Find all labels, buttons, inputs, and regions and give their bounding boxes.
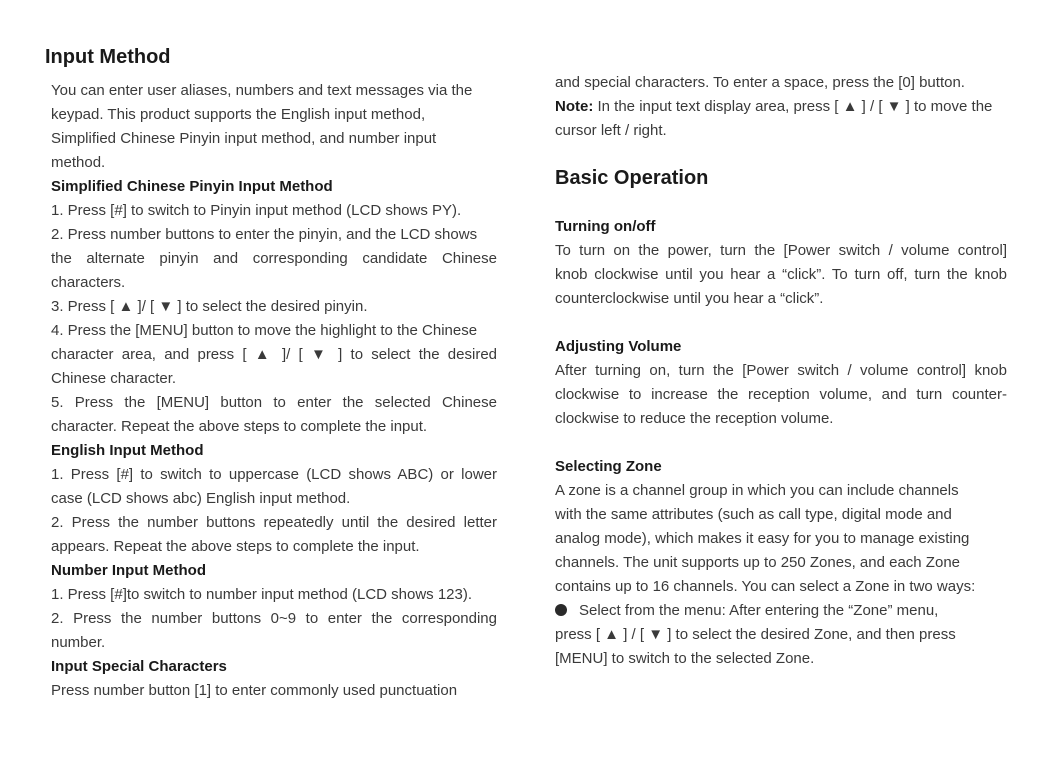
turning-line: counterclockwise until you hear a “click”. bbox=[555, 290, 824, 307]
number-line: number. bbox=[51, 634, 106, 651]
intro-line: Simplified Chinese Pinyin input method, and number input bbox=[51, 130, 437, 147]
volume-line: clockwise to increase the reception volume, and turn counter- bbox=[555, 386, 1007, 403]
special-line: Press number button [1] to enter commonly used punctuation bbox=[51, 682, 458, 699]
zone-line: press [ ▲ ] / [ ▼ ] to select the desired Zone, and then press bbox=[555, 626, 956, 643]
turning-line: To turn on the power, turn the [Power switch / volume control] bbox=[555, 242, 1007, 259]
section-title-input-method: Input Method bbox=[45, 46, 171, 68]
pinyin-line: the alternate pinyin and corresponding candidate Chinese bbox=[51, 250, 497, 267]
pinyin-line: characters. bbox=[51, 274, 126, 291]
note-line bbox=[555, 95, 992, 119]
number-line: 2. Press the number buttons 0~9 to enter the corresponding bbox=[51, 610, 497, 627]
zone-bullet-item bbox=[555, 599, 938, 623]
special-heading: Input Special Characters bbox=[51, 658, 227, 675]
continued-line: and special characters. To enter a space, press the [0] button. bbox=[555, 74, 965, 91]
intro-line: method. bbox=[51, 154, 106, 171]
pinyin-heading: Simplified Chinese Pinyin Input Method bbox=[51, 178, 333, 195]
pinyin-line: 5. Press the [MENU] button to enter the selected Chinese bbox=[51, 394, 497, 411]
turning-heading: Turning on/off bbox=[555, 218, 656, 235]
zone-bullet-text: Select from the menu: After entering the “Zone” menu, bbox=[579, 602, 939, 619]
english-heading: English Input Method bbox=[51, 442, 204, 459]
volume-line: After turning on, turn the [Power switch / volume control] knob bbox=[555, 362, 1007, 379]
english-line: 1. Press [#] to switch to uppercase (LCD shows ABC) or lower bbox=[51, 466, 497, 483]
volume-heading: Adjusting Volume bbox=[555, 338, 682, 355]
intro-line: keypad. This product supports the English input method, bbox=[51, 106, 426, 123]
pinyin-line: 1. Press [#] to switch to Pinyin input method (LCD shows PY). bbox=[51, 202, 462, 219]
zone-line: contains up to 16 channels. You can select a Zone in two ways: bbox=[555, 578, 976, 595]
section-title-basic-operation: Basic Operation bbox=[555, 167, 709, 189]
english-line: appears. Repeat the above steps to complete the input. bbox=[51, 538, 420, 555]
pinyin-line: 3. Press [ ▲ ]/ [ ▼ ] to select the desired pinyin. bbox=[51, 298, 368, 315]
zone-line: channels. The unit supports up to 250 Zones, and each Zone bbox=[555, 554, 960, 571]
english-line: 2. Press the number buttons repeatedly until the desired letter bbox=[51, 514, 497, 531]
pinyin-line: Chinese character. bbox=[51, 370, 177, 387]
zone-line: analog mode), which makes it easy for you to manage existing bbox=[555, 530, 970, 547]
note-line: cursor left / right. bbox=[555, 122, 667, 139]
volume-line: clockwise to reduce the reception volume. bbox=[555, 410, 834, 427]
zone-line: with the same attributes (such as call type, digital mode and bbox=[555, 506, 952, 523]
zone-heading: Selecting Zone bbox=[555, 458, 662, 475]
bullet-dot-icon bbox=[555, 604, 567, 616]
number-heading: Number Input Method bbox=[51, 562, 206, 579]
pinyin-line: character area, and press [ ▲ ]/ [ ▼ ] to select the desired bbox=[51, 346, 497, 363]
english-line: case (LCD shows abc) English input method. bbox=[51, 490, 351, 507]
note-text: In the input text display area, press [ ▲ ] / [ ▼ ] to move the bbox=[593, 98, 993, 115]
zone-line: [MENU] to switch to the selected Zone. bbox=[555, 650, 815, 667]
zone-line: A zone is a channel group in which you can include channels bbox=[555, 482, 959, 499]
pinyin-line: 4. Press the [MENU] button to move the highlight to the Chinese bbox=[51, 322, 478, 339]
turning-line: knob clockwise until you hear a “click”. To turn off, turn the knob bbox=[555, 266, 1007, 283]
pinyin-line: 2. Press number buttons to enter the pinyin, and the LCD shows bbox=[51, 226, 478, 243]
pinyin-line: character. Repeat the above steps to complete the input. bbox=[51, 418, 428, 435]
number-line: 1. Press [#]to switch to number input method (LCD shows 123). bbox=[51, 586, 473, 603]
intro-line: You can enter user aliases, numbers and text messages via the bbox=[51, 82, 473, 99]
note-label: Note: bbox=[555, 98, 594, 115]
